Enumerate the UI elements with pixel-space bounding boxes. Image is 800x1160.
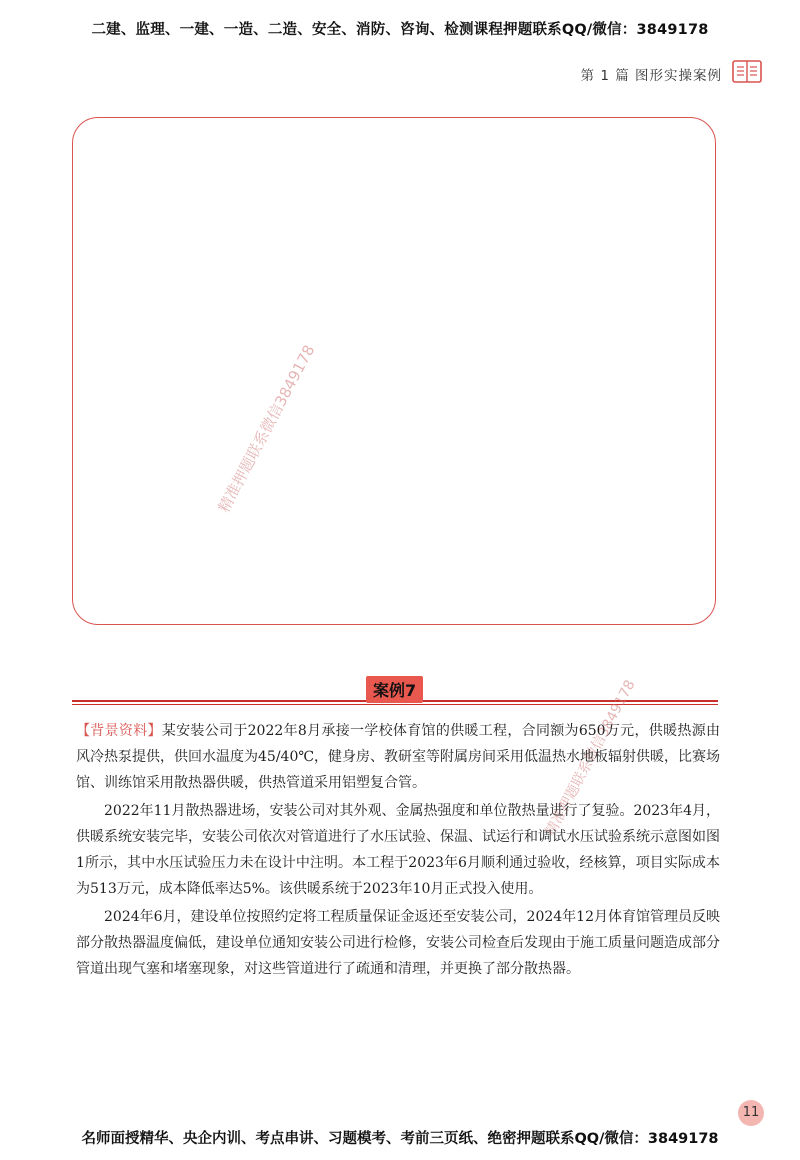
page-number: 11	[738, 1100, 764, 1126]
figure-frame	[72, 117, 716, 625]
bottom-banner: 名师面授精华、央企内训、考点串讲、习题模考、考前三页纸、绝密押题联系QQ/微信：3849178	[81, 1131, 719, 1147]
paragraph-1	[76, 718, 720, 796]
background-label: 【背景资料】	[76, 723, 162, 739]
top-banner: 二建、监理、一建、一造、二造、安全、消防、咨询、检测课程押题联系QQ/微信：3849178	[91, 22, 709, 38]
case-body	[76, 718, 720, 984]
chapter-header: 第 1 篇 图形实操案例	[580, 68, 722, 84]
text-watermark: 精准押题联系微信3849178	[542, 677, 639, 839]
case-title: 案例7	[366, 676, 423, 703]
book-icon	[732, 58, 762, 84]
figure-watermark: 精准押题联系微信3849178	[214, 341, 319, 516]
paragraph-1-text: 某安装公司于2022年8月承接一学校体育馆的供暖工程，合同额为650万元，供暖热源由风冷热泵提供，供回水温度为45/40℃，健身房、教研室等附属房间采用低温热水地板辐射供暖，比赛场馆、训练馆采用散热器供暖，供热管道采用铝塑复合管。	[76, 723, 721, 791]
paragraph-2: 2022年11月散热器进场，安装公司对其外观、金属热强度和单位散热量进行了复验。2023年4月，供暖系统安装完毕，安装公司依次对管道进行了水压试验、保温、试运行和调试水压试验系统示意图如图1所示，其中水压试验压力未在设计中注明。本工程于2023年6月顺利通过验收，经核算，项目实际成本为513万元，成本降低率达5%。该供暖系统于2023年10月正式投入使用。	[76, 803, 720, 897]
paragraph-3: 2024年6月，建设单位按照约定将工程质量保证金返还至安装公司，2024年12月体育馆管理员反映部分散热器温度偏低，建设单位通知安装公司进行检修，安装公司检查后发现由于施工质量问题造成部分管道出现气塞和堵塞现象，对这些管道进行了疏通和清理，并更换了部分散热器。	[76, 909, 720, 977]
